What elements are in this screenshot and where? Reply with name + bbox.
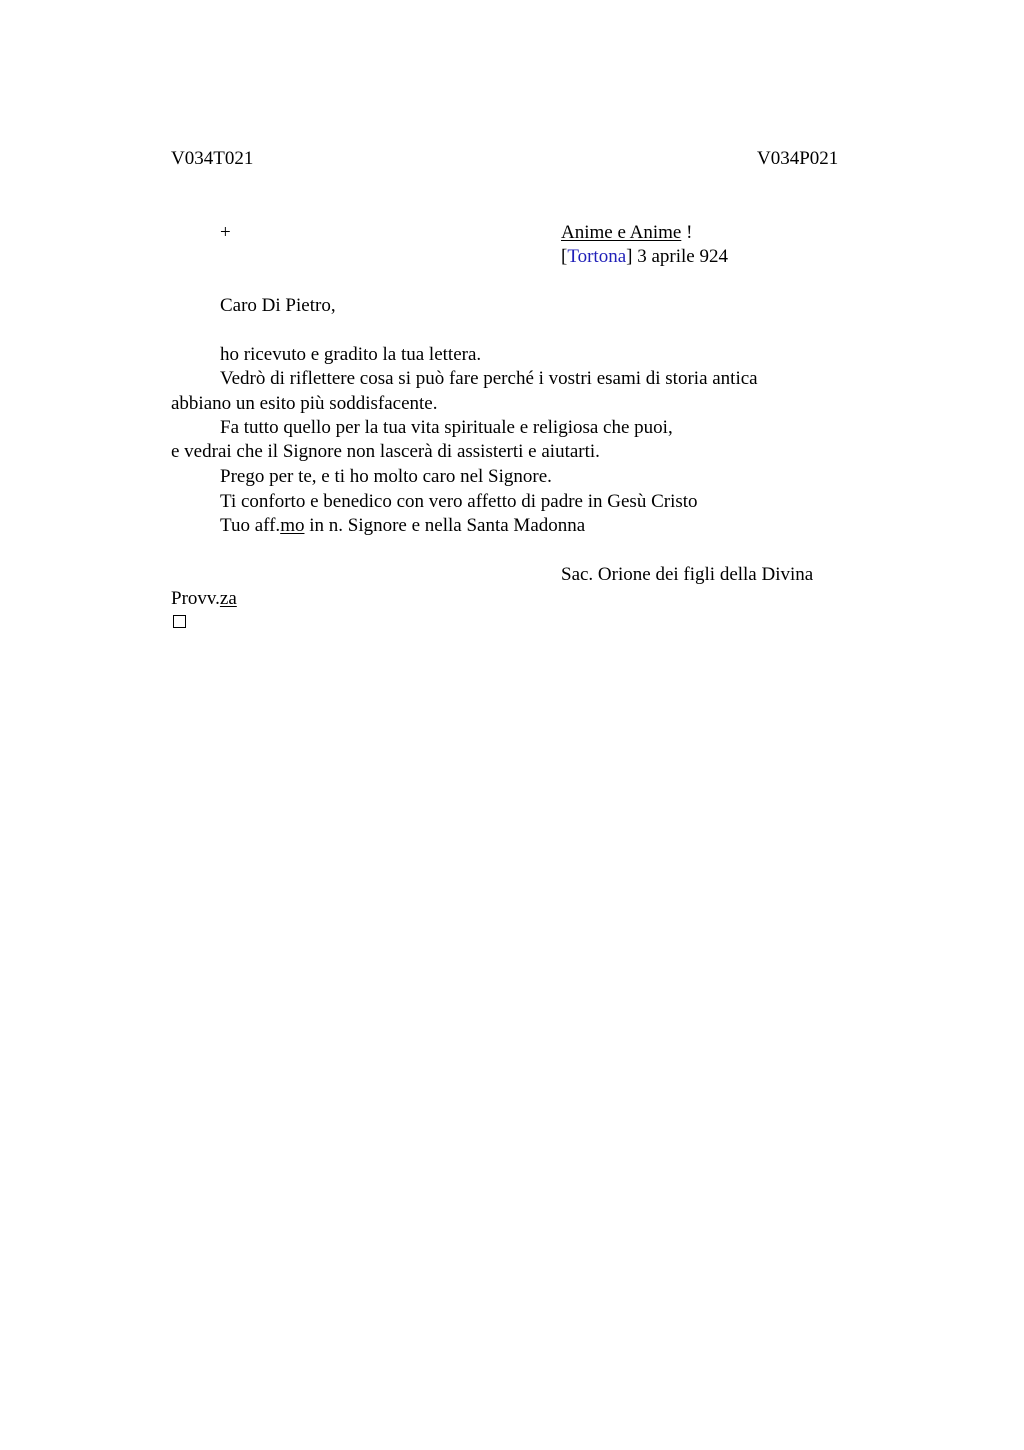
document-code-right: V034P021	[757, 148, 839, 169]
closing-underlined: mo	[280, 515, 305, 536]
salutation: Caro Di Pietro,	[220, 295, 336, 316]
body-line-2: Vedrò di riflettere cosa si può fare perché i vostri esami di storia antica	[220, 368, 758, 389]
body-line-6: Prego per te, e ti ho molto caro nel Signore.	[220, 466, 552, 487]
cross-mark: +	[220, 222, 231, 243]
place-date	[561, 247, 728, 266]
signature-line-2	[171, 589, 237, 608]
motto-suffix: !	[681, 222, 693, 243]
body-line-5: e vedrai che il Signore non lascerà di assisterti e aiutarti.	[171, 441, 600, 462]
signature-pre: Provv.	[171, 588, 220, 609]
place-name: Tortona	[567, 246, 627, 267]
closing-pre: Tuo aff.	[220, 515, 281, 536]
empty-square-icon	[173, 615, 186, 628]
body-line-3: abbiano un esito più soddisfacente.	[171, 393, 438, 414]
signature-underlined: za	[219, 588, 237, 609]
place-bracket-open: [	[561, 246, 568, 267]
body-line-4: Fa tutto quello per la tua vita spirituale e religiosa che puoi,	[220, 417, 673, 438]
motto	[561, 223, 692, 242]
signature-line-1: Sac. Orione dei figli della Divina	[561, 564, 814, 585]
closing-post: in n. Signore e nella Santa Madonna	[304, 515, 586, 536]
letter-date: 3 aprile 924	[632, 246, 728, 267]
motto-underlined: Anime e Anime	[561, 222, 682, 243]
body-line-7: Ti conforto e benedico con vero affetto di padre in Gesù Cristo	[220, 491, 698, 512]
document-code-left: V034T021	[171, 148, 254, 169]
body-line-1: ho ricevuto e gradito la tua lettera.	[220, 344, 482, 365]
place-bracket-close: ]	[626, 246, 633, 267]
closing-line	[220, 516, 585, 535]
